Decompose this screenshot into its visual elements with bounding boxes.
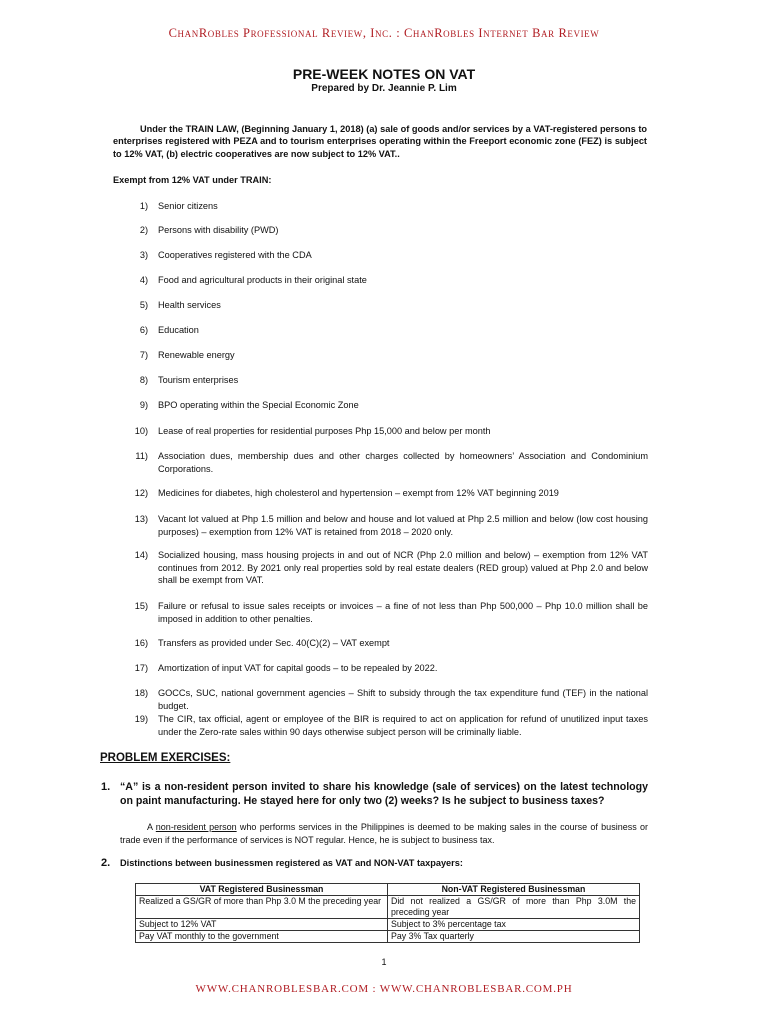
comparison-table — [135, 883, 640, 943]
table-row — [136, 896, 640, 919]
list-item-number: 7) — [139, 350, 148, 360]
list-item-text: BPO operating within the Special Economic Zone — [158, 400, 359, 410]
question-number: 1. — [101, 781, 111, 793]
table-row — [136, 919, 640, 931]
list-item-text: Senior citizens — [158, 201, 218, 211]
list-item-number: 15) — [134, 601, 148, 611]
list-item-number: 19) — [134, 714, 148, 724]
list-item-text: Education — [158, 325, 199, 335]
table-cell: Subject to 12% VAT — [136, 919, 388, 931]
page-title: PRE-WEEK NOTES ON VAT — [292, 66, 476, 82]
list-item-text: Health services — [158, 300, 221, 310]
exempt-heading: Exempt from 12% VAT under TRAIN: — [113, 175, 272, 185]
table-header-row — [136, 884, 640, 896]
table-header-cell: Non-VAT Registered Businessman — [388, 884, 640, 896]
answer-underlined-term: non-resident person — [155, 822, 237, 832]
table-cell: Subject to 3% percentage tax — [388, 919, 640, 931]
list-item-number: 14) — [134, 550, 148, 560]
list-item-text: Lease of real properties for residential purposes Php 15,000 and below per month — [158, 426, 491, 436]
table-cell: Pay VAT monthly to the government — [136, 931, 388, 943]
list-item-text: Persons with disability (PWD) — [158, 225, 279, 235]
list-item-number: 9) — [139, 400, 148, 410]
list-item-text: Food and agricultural products in their original state — [158, 275, 367, 285]
table-row — [136, 931, 640, 943]
list-item-number: 13) — [134, 514, 148, 524]
list-item-number: 3) — [139, 250, 148, 260]
list-item-number: 17) — [134, 663, 148, 673]
list-item-number: 10) — [134, 426, 148, 436]
list-item-number: 8) — [139, 375, 148, 385]
page-number: 1 — [381, 957, 387, 967]
list-item-number: 2) — [139, 225, 148, 235]
list-item-number: 5) — [139, 300, 148, 310]
list-item-text: Medicines for diabetes, high cholesterol and hypertension – exempt from 12% VAT beginning 2019 — [158, 488, 559, 498]
list-item-number: 16) — [134, 638, 148, 648]
answer-paragraph — [120, 821, 648, 846]
list-item-text: Tourism enterprises — [158, 375, 239, 385]
list-item-text: Transfers as provided under Sec. 40(C)(2) – VAT exempt — [158, 638, 390, 648]
table-header-cell: VAT Registered Businessman — [136, 884, 388, 896]
question-text: “A” is a non-resident person invited to share his knowledge (sale of services) on the latest technology on paint manufacturing. He stayed here for only two (2) weeks? Is he subject to business taxes? — [120, 781, 648, 807]
list-item-text: GOCCs, SUC, national government agencies – Shift to subsidy through the tax expenditure fund (TEF) in the national budget. — [158, 688, 648, 711]
list-item-number: 11) — [135, 451, 148, 461]
page-subtitle: Prepared by Dr. Jeannie P. Lim — [311, 83, 457, 94]
problem-exercises-heading: PROBLEM EXERCISES: — [100, 752, 231, 764]
answer-prefix: A — [147, 822, 156, 832]
page-header: ChanRobles Professional Review, Inc. : ChanRobles Internet Bar Review — [168, 26, 600, 40]
answer-rest: who performs services in the Philippines is deemed to be making sales in the course of business or trade even if the performance of services is NOT regular. Hence, he is subject to business tax. — [120, 822, 648, 845]
list-item-text: Association dues, membership dues and other charges collected by homeowners’ Association and Condominium Corporations. — [158, 451, 648, 474]
list-item-text: Amortization of input VAT for capital goods – to be repealed by 2022. — [158, 663, 438, 673]
list-item-number: 4) — [139, 275, 148, 285]
list-item-number: 12) — [134, 488, 148, 498]
list-item-text: The CIR, tax official, agent or employee of the BIR is required to act on application for refund of unutilized input taxes under the Zero-rate sales within 90 days otherwise subject person will be criminally liable. — [158, 714, 648, 737]
list-item-number: 1) — [139, 201, 148, 211]
list-item-number: 6) — [139, 325, 148, 335]
list-item-text: Renewable energy — [158, 350, 235, 360]
list-item-number: 18) — [134, 688, 148, 698]
intro-paragraph: Under the TRAIN LAW, (Beginning January 1, 2018) (a) sale of goods and/or services by a VAT-registered persons to enterprises registered with PEZA and to tourism enterprises operating within the Freeport economic zone (FEZ) is subject to 12% VAT, (b) electric cooperatives are now subject to 12% VAT.. — [113, 124, 647, 159]
list-item-text: Socialized housing, mass housing projects in and out of NCR (Php 2.0 million and below) – exemption from 12% VAT continues from 2012. By 2021 only real properties sold by real estate dealers (RED group) valued at Php 2.0 and below shall be exempt from VAT. — [158, 550, 648, 585]
question-text: Distinctions between businessmen registered as VAT and NON-VAT taxpayers: — [120, 858, 463, 868]
page-footer: WWW.CHANROBLESBAR.COM : WWW.CHANROBLESBAR.COM.PH — [195, 983, 573, 995]
table-cell: Realized a GS/GR of more than Php 3.0 M the preceding year — [136, 896, 388, 919]
list-item-text: Cooperatives registered with the CDA — [158, 250, 312, 260]
question-number: 2. — [101, 857, 111, 869]
table-cell: Did not realized a GS/GR of more than Php 3.0M the preceding year — [388, 896, 640, 919]
table-cell: Pay 3% Tax quarterly — [388, 931, 640, 943]
list-item-text: Vacant lot valued at Php 1.5 million and below and house and lot valued at Php 2.5 million and below (low cost housing purposes) – exemption from 12% VAT is retained from 2018 – 2020 only. — [158, 514, 648, 537]
list-item-text: Failure or refusal to issue sales receipts or invoices – a fine of not less than Php 500,000 – Php 10.0 million shall be imposed in addition to other penalties. — [158, 601, 648, 624]
